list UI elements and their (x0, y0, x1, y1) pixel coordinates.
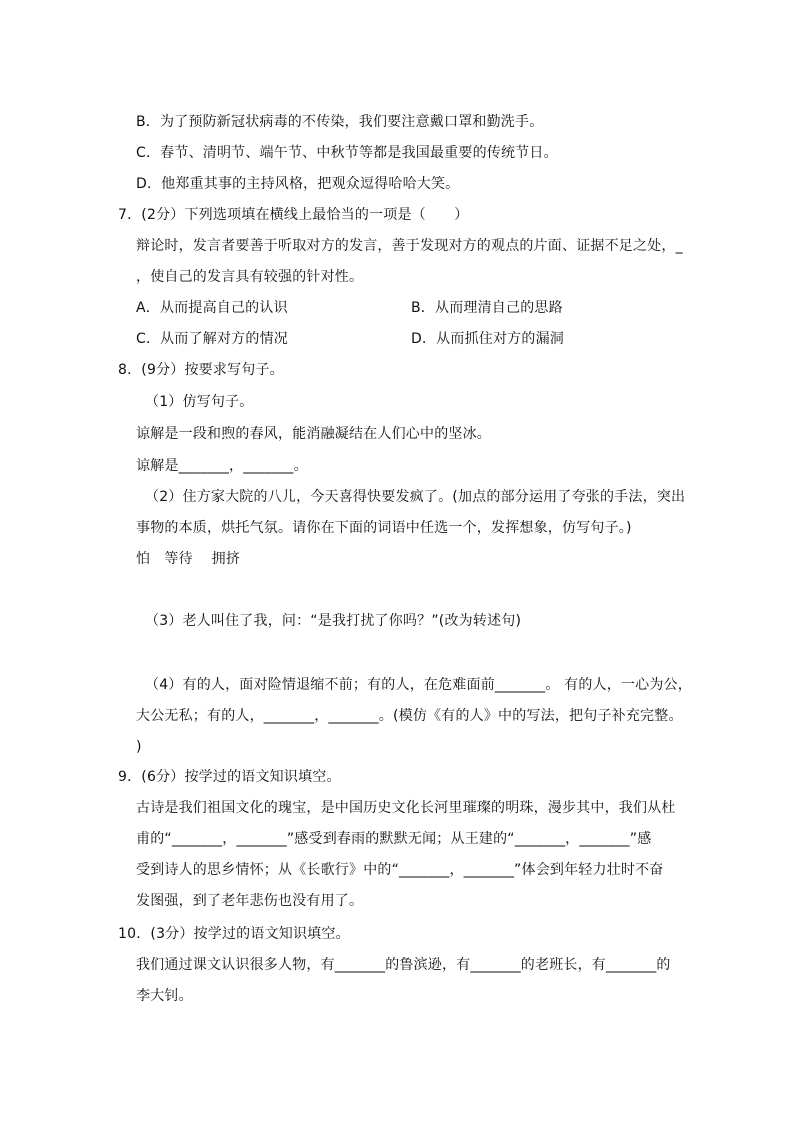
q10-line1: 我们通过课文认识很多人物，有_______的鲁滨逊，有_______的老班长，有_______的 (136, 957, 671, 973)
q9-line1: 古诗是我们祖国文化的瑰宝，是中国历史文化长河里璀璨的明珠，漫步其中，我们从杜 (136, 800, 676, 816)
q8-sub4-line2: 大公无私；有的人，_______，_______。(模仿《有的人》中的写法，把句子补充完整。 (136, 708, 683, 724)
q8-heading: 8．(9分）按要求写句子。 (118, 362, 284, 378)
q8-sub2-words: 怕 等待 拥挤 (136, 551, 241, 567)
q8-sub1-example: 谅解是一段和煦的春风，能消融凝结在人们心中的坚冰。 (136, 426, 491, 442)
q7-heading: 7．(2分）下列选项填在横线上最恰当的一项是（ ） (118, 207, 469, 223)
q9-heading: 9．(6分）按学过的语文知识填空。 (118, 769, 341, 785)
q8-sub4-line3: ) (136, 739, 142, 755)
q6-option-d: D．他郑重其事的主持风格，把观众逗得哈哈大笑。 (136, 176, 460, 192)
q8-sub4-line1: （4）有的人，面对险情退缩不前；有的人，在危难面前_______。 有的人，一心为公， (145, 677, 692, 693)
q6-option-c: C．春节、清明节、端午节、中秋节等都是我国最重要的传统节日。 (136, 145, 558, 161)
q8-sub2-line1: （2）住方家大院的八儿，今天喜得快要发疯了。(加点的部分运用了夸张的手法，突出 (145, 489, 686, 505)
q8-sub1-label: （1）仿写句子。 (145, 394, 254, 410)
q7-stem-line2: ，使自己的发言具有较强的针对性。 (136, 269, 364, 285)
q8-sub3: （3）老人叫住了我，问：“是我打扰了你吗？”(改为转述句) (145, 613, 522, 629)
q7-option-b: B．从而理清自己的思路 (411, 300, 563, 316)
q7-stem-line1: 辩论时，发言者要善于听取对方的发言，善于发现对方的观点的片面、证据不足之处，_ (136, 238, 683, 254)
q9-line4: 发图强，到了老年悲伤也没有用了。 (136, 893, 364, 909)
q7-option-a: A．从而提高自己的认识 (136, 300, 288, 316)
q10-line2: 李大钊。 (136, 988, 193, 1004)
q9-line2: 甫的“_______，_______”感受到春雨的默默无闻；从王建的“_______，_______”感 (136, 831, 652, 847)
q8-sub2-line2: 事物的本质，烘托气氛。请你在下面的词语中任选一个，发挥想象，仿写句子。) (136, 520, 632, 536)
q7-option-c: C．从而了解对方的情况 (136, 331, 288, 347)
q6-option-b: B．为了预防新冠状病毒的不传染，我们要注意戴口罩和勤洗手。 (136, 114, 544, 130)
q7-option-d: D．从而抓住对方的漏洞 (411, 331, 564, 347)
q10-heading: 10．(3分）按学过的语文知识填空。 (118, 926, 350, 942)
q8-sub1-blank: 谅解是_______，_______。 (136, 458, 308, 474)
q9-line3: 受到诗人的思乡情怀；从《长歌行》中的“_______，_______”体会到年轻力壮时不奋 (136, 862, 664, 878)
